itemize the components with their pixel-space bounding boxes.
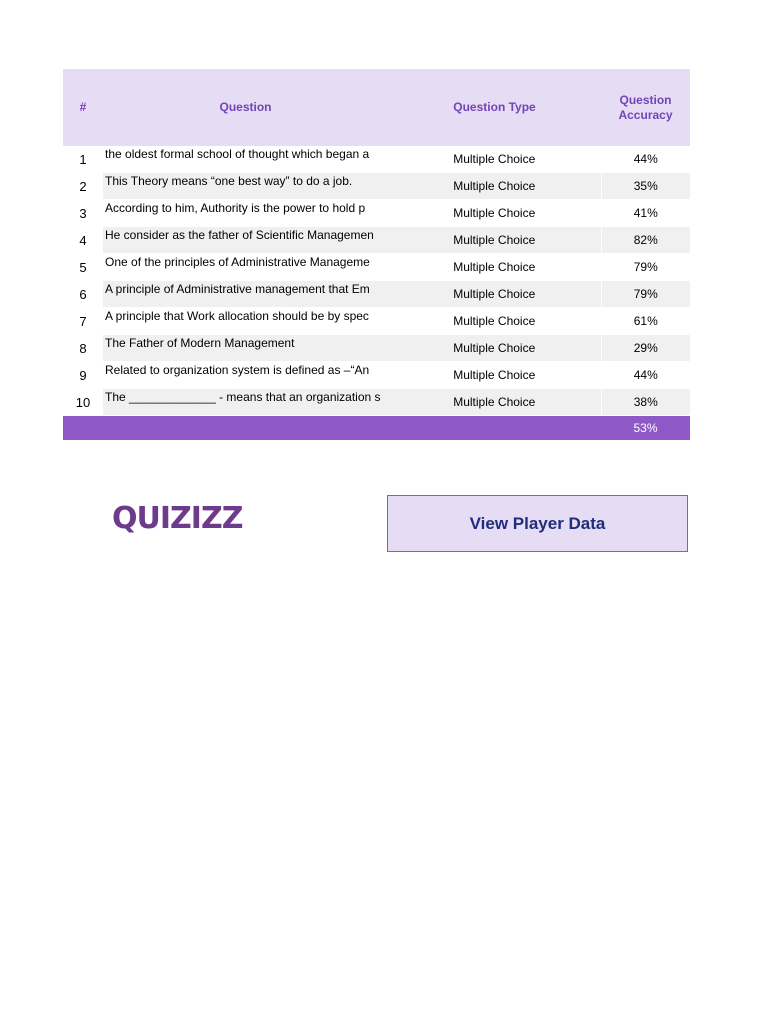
row-question-type: Multiple Choice bbox=[388, 173, 601, 200]
table-row bbox=[63, 146, 690, 173]
row-accuracy: 79% bbox=[601, 281, 690, 308]
row-question: He consider as the father of Scientific Managemen bbox=[103, 227, 388, 254]
row-question: Related to organization system is defined as –“An bbox=[103, 362, 388, 389]
overall-accuracy: 53% bbox=[601, 416, 690, 441]
row-accuracy: 82% bbox=[601, 227, 690, 254]
row-question: This Theory means “one best way” to do a job. bbox=[103, 173, 388, 200]
row-question-type: Multiple Choice bbox=[388, 146, 601, 173]
footer-spacer bbox=[63, 416, 103, 441]
table-footer-row bbox=[63, 416, 690, 441]
row-question: A principle of Administrative management that Em bbox=[103, 281, 388, 308]
header-number: # bbox=[63, 69, 103, 146]
row-question: the oldest formal school of thought which began a bbox=[103, 146, 388, 173]
row-number: 10 bbox=[63, 389, 103, 416]
row-accuracy: 35% bbox=[601, 173, 690, 200]
footer-spacer bbox=[103, 416, 388, 441]
table-row bbox=[63, 281, 690, 308]
row-question-type: Multiple Choice bbox=[388, 200, 601, 227]
question-report-table bbox=[63, 69, 690, 440]
table-row bbox=[63, 389, 690, 416]
row-question: The _____________ - means that an organization s bbox=[103, 389, 388, 416]
table-row bbox=[63, 335, 690, 362]
row-accuracy: 44% bbox=[601, 146, 690, 173]
header-question-type: Question Type bbox=[388, 69, 601, 146]
row-number: 4 bbox=[63, 227, 103, 254]
quizizz-logo: QUIZIZZ bbox=[112, 501, 243, 536]
table-row bbox=[63, 227, 690, 254]
header-accuracy-line1: Question bbox=[619, 92, 672, 107]
table-row bbox=[63, 173, 690, 200]
row-question: The Father of Modern Management bbox=[103, 335, 388, 362]
row-question-type: Multiple Choice bbox=[388, 389, 601, 416]
row-question-type: Multiple Choice bbox=[388, 362, 601, 389]
row-question-type: Multiple Choice bbox=[388, 335, 601, 362]
row-question: According to him, Authority is the power to hold p bbox=[103, 200, 388, 227]
row-number: 7 bbox=[63, 308, 103, 335]
row-number: 3 bbox=[63, 200, 103, 227]
header-question-accuracy bbox=[601, 69, 690, 146]
table-row bbox=[63, 254, 690, 281]
header-accuracy-line2: Accuracy bbox=[618, 107, 673, 122]
table-row bbox=[63, 200, 690, 227]
row-accuracy: 61% bbox=[601, 308, 690, 335]
row-question: One of the principles of Administrative Manageme bbox=[103, 254, 388, 281]
row-accuracy: 79% bbox=[601, 254, 690, 281]
row-accuracy: 29% bbox=[601, 335, 690, 362]
footer-spacer bbox=[388, 416, 601, 441]
row-number: 6 bbox=[63, 281, 103, 308]
row-question-type: Multiple Choice bbox=[388, 308, 601, 335]
row-accuracy: 44% bbox=[601, 362, 690, 389]
row-question-type: Multiple Choice bbox=[388, 227, 601, 254]
table-row bbox=[63, 308, 690, 335]
view-player-data-label: View Player Data bbox=[469, 513, 606, 533]
row-number: 9 bbox=[63, 362, 103, 389]
row-question-type: Multiple Choice bbox=[388, 254, 601, 281]
table-header-row bbox=[63, 69, 690, 146]
row-accuracy: 41% bbox=[601, 200, 690, 227]
view-player-data-button[interactable] bbox=[387, 495, 688, 552]
row-number: 8 bbox=[63, 335, 103, 362]
row-question: A principle that Work allocation should be by spec bbox=[103, 308, 388, 335]
row-accuracy: 38% bbox=[601, 389, 690, 416]
row-number: 2 bbox=[63, 173, 103, 200]
header-question: Question bbox=[103, 69, 388, 146]
row-number: 1 bbox=[63, 146, 103, 173]
row-question-type: Multiple Choice bbox=[388, 281, 601, 308]
row-number: 5 bbox=[63, 254, 103, 281]
table-row bbox=[63, 362, 690, 389]
